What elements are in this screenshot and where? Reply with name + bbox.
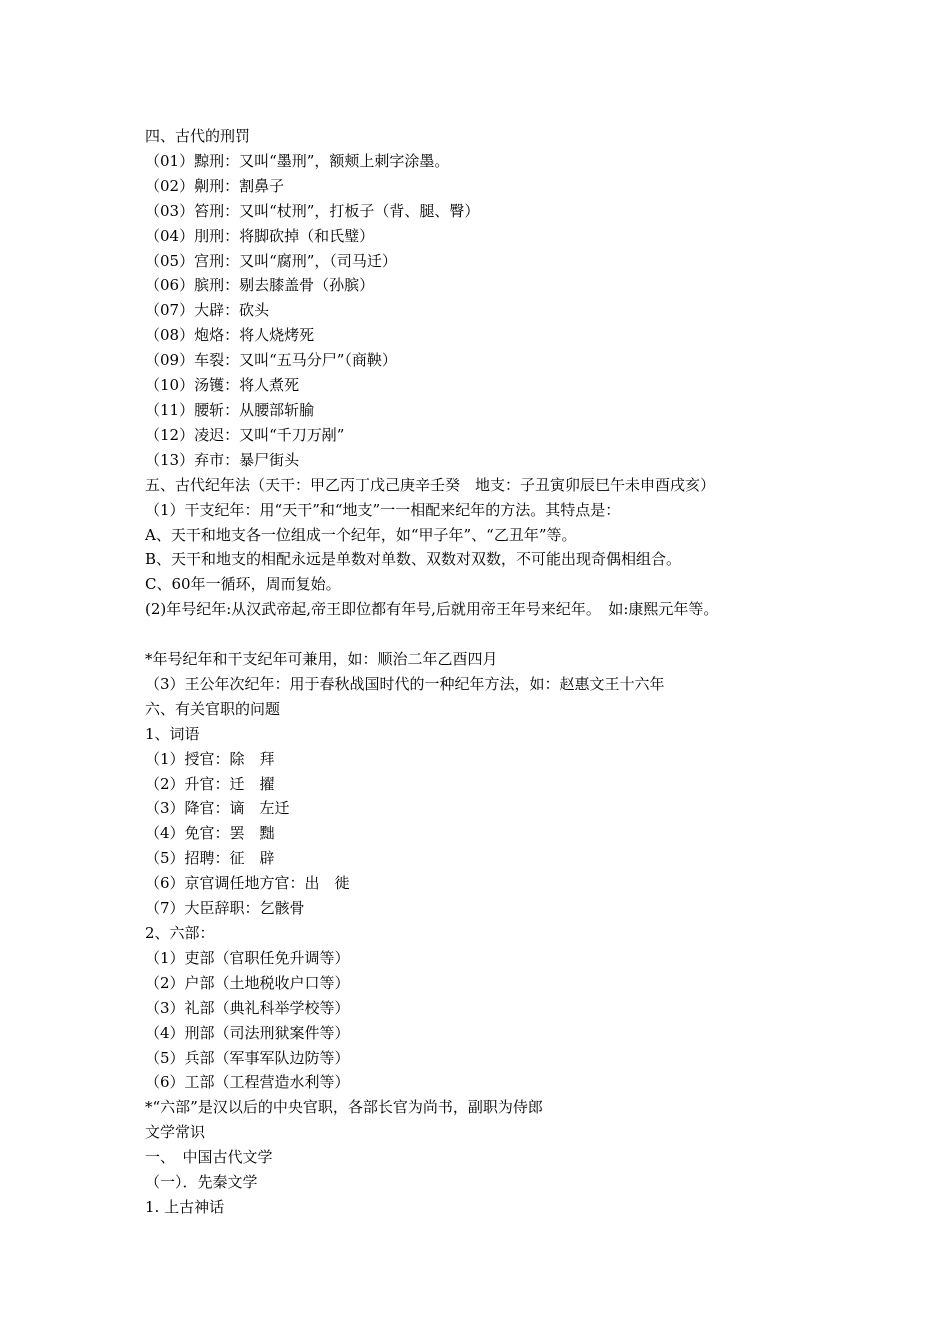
list-item: （1）吏部（官职任免升调等） <box>145 948 350 967</box>
list-item: （01）黥刑：又叫“墨刑”，额颊上刺字涂墨。 <box>145 151 450 170</box>
list-item: （2）户部（土地税收户口等） <box>145 973 350 992</box>
paragraph: （3）王公年次纪年：用于春秋战国时代的一种纪年方法，如：赵惠文王十六年 <box>145 674 665 693</box>
list-item: （13）弃市：暴尸街头 <box>145 450 300 469</box>
list-item: （04）刖刑：将脚砍掉（和氏璧） <box>145 226 375 245</box>
list-item: （6）工部（工程营造水利等） <box>145 1073 350 1092</box>
list-item: （10）汤镬：将人煮死 <box>145 376 300 395</box>
list-item: （4）刑部（司法刑狱案件等） <box>145 1023 350 1042</box>
section-heading-officials: 六、有关官职的问题 <box>145 699 281 718</box>
subheading: 2、六部： <box>145 923 215 942</box>
list-item: （5）招聘：征 辟 <box>145 849 275 868</box>
list-item: （7）大臣辞职：乞骸骨 <box>145 899 305 918</box>
list-item: （12）凌迟：又叫“千刀万剐” <box>145 425 345 444</box>
paragraph: (2)年号纪年:从汉武帝起,帝王即位都有年号,后就用帝王年号来纪年。 如:康熙元年等。 <box>145 600 719 619</box>
paragraph: （1）干支纪年：用“天干”和“地支”一一相配来纪年的方法。其特点是： <box>145 500 621 519</box>
section-heading-literature: 文学常识 <box>145 1123 206 1142</box>
blank-line <box>145 622 845 647</box>
list-item: （09）车裂：又叫“五马分尸”（商鞅） <box>145 351 397 370</box>
list-item: （03）笞刑：又叫“杖刑”，打板子（背、腿、臀） <box>145 201 480 220</box>
list-item: （6）京官调任地方官：出 徙 <box>145 874 350 893</box>
list-item: （5）兵部（军事军队边防等） <box>145 1048 350 1067</box>
list-item: （02）劓刑：割鼻子 <box>145 176 285 195</box>
subheading: （一）．先秦文学 <box>145 1173 258 1192</box>
paragraph: C、60年一循环，周而复始。 <box>145 575 341 594</box>
list-item: （07）大辟：砍头 <box>145 301 270 320</box>
list-item: （08）炮烙：将人烧烤死 <box>145 326 315 345</box>
paragraph: B、天干和地支的相配永远是单数对单数、双数对双数，不可能出现奇偶相组合。 <box>145 550 682 569</box>
list-item: （05）宫刑：又叫“腐刑”，（司马迁） <box>145 251 397 270</box>
section-heading-punishments: 四、古代的刑罚 <box>145 127 251 145</box>
paragraph: *年号纪年和干支纪年可兼用，如：顺治二年乙酉四月 <box>145 650 498 669</box>
list-item: （06）膑刑：剔去膝盖骨（孙膑） <box>145 276 375 295</box>
list-item: （3）礼部（典礼科举学校等） <box>145 998 350 1017</box>
list-item: （3）降官：谪 左迁 <box>145 799 290 818</box>
list-item: （4）免官：罢 黜 <box>145 824 275 843</box>
paragraph: A、天干和地支各一位组成一个纪年，如“甲子年”、“乙丑年”等。 <box>145 525 577 544</box>
list-item: （2）升官：迁 擢 <box>145 774 275 793</box>
subheading: 一、 中国古代文学 <box>145 1148 273 1167</box>
document-body <box>145 124 845 1220</box>
subheading: 1. 上古神话 <box>145 1197 225 1216</box>
note: *“六部”是汉以后的中央官职，各部长官为尚书，副职为侍郎 <box>145 1098 543 1117</box>
subheading: 1、词语 <box>145 724 200 743</box>
list-item: （11）腰斩：从腰部斩腧 <box>145 400 315 419</box>
list-item: （1）授官：除 拜 <box>145 749 275 768</box>
section-heading-calendar: 五、古代纪年法（天干：甲乙丙丁戊己庚辛壬癸 地支：子丑寅卯辰巳午未申酉戌亥） <box>145 475 716 494</box>
